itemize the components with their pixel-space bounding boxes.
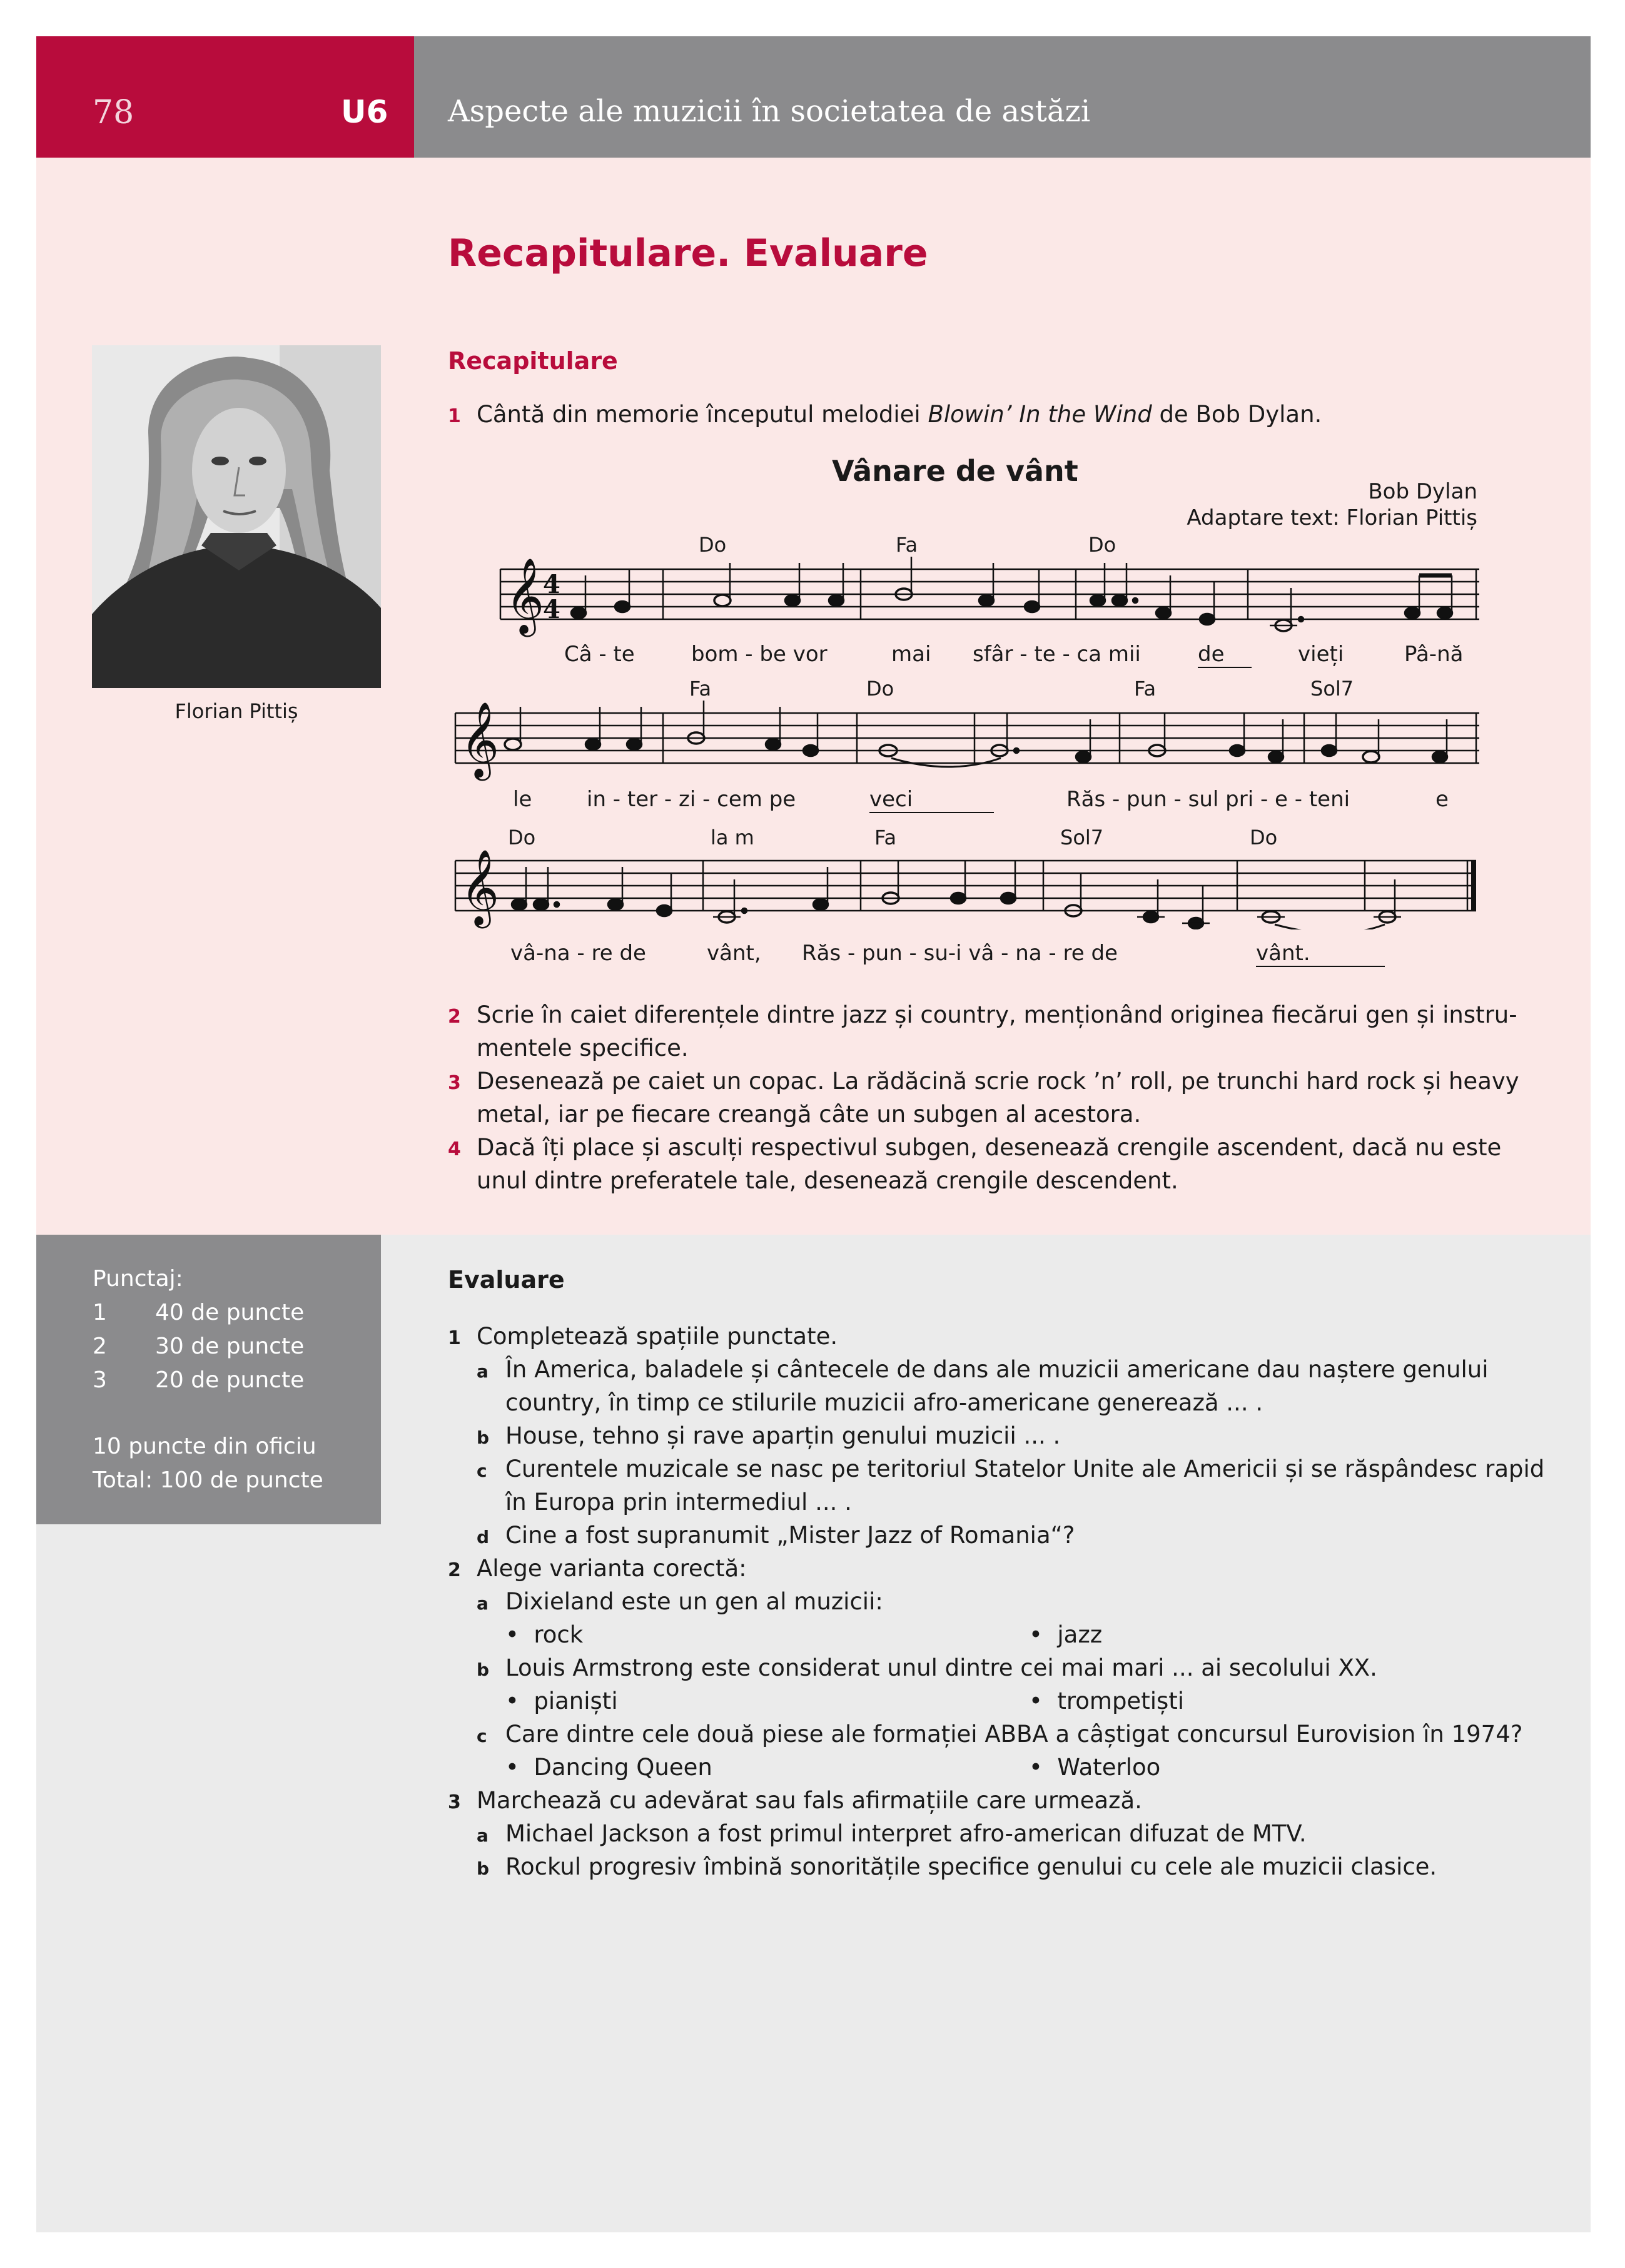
section-title: Recapitulare. Evaluare [448, 231, 928, 275]
eval-q1-c-letter: c [477, 1461, 487, 1481]
evaluation-heading: Evaluare [448, 1266, 565, 1293]
option-waterloo: • Waterloo [1029, 1754, 1161, 1781]
eval-q1-c-line1: Curentele muzicale se nasc pe teritoriul Statelor Unite ale Americii și se răspândesc rapid [505, 1455, 1545, 1482]
recap-q2-number: 2 [448, 1006, 461, 1028]
score-heading: Punctaj: [93, 1266, 183, 1292]
eval-q3-a-letter: a [477, 1825, 489, 1846]
eval-q1-a-letter: a [477, 1361, 489, 1382]
photo-caption: Florian Pittiș [175, 699, 298, 723]
music-staff-3 [450, 848, 1482, 929]
lyric: vâ-na - re de [510, 941, 646, 966]
chord: Fa [874, 826, 897, 849]
chord: Fa [1134, 677, 1157, 701]
chord: Do [508, 826, 536, 849]
score-row-num: 1 [93, 1300, 107, 1325]
chord: Sol7 [1310, 677, 1354, 701]
eval-q2-text: Alege varianta corectă: [477, 1555, 747, 1582]
score-row-points: 30 de puncte [155, 1334, 305, 1359]
recap-q3-line2: metal, iar pe fiecare creangă câte un subgen al acestora. [477, 1101, 1142, 1128]
score-row-points: 20 de puncte [155, 1367, 305, 1393]
eval-q2-b: Louis Armstrong este considerat unul dintre cei mai mari ... ai secolului XX. [505, 1654, 1377, 1681]
eval-q3-text: Marchează cu adevărat sau fals afirmațiile care urmează. [477, 1787, 1142, 1814]
lyric: Răs - pun - sul pri - e - teni [1066, 787, 1350, 812]
lyric: le [513, 787, 532, 812]
recap-q1-text: Cântă din memorie începutul melodiei Blowin’ In the Wind de Bob Dylan. [477, 401, 1322, 428]
recap-q3-number: 3 [448, 1072, 461, 1094]
recap-q4-number: 4 [448, 1138, 461, 1160]
eval-q2-b-letter: b [477, 1659, 490, 1680]
score-total: Total: 100 de puncte [93, 1467, 323, 1493]
page-number: 78 [93, 94, 134, 131]
eval-q2-number: 2 [448, 1559, 461, 1581]
lyric: vânt, [707, 941, 761, 966]
svg-text:4: 4 [543, 595, 560, 624]
option-dancing-queen: • Dancing Queen [505, 1754, 712, 1781]
score-row-num: 3 [93, 1367, 107, 1393]
lyric: e [1435, 787, 1449, 812]
chord: Do [699, 533, 727, 557]
lyric: veci [869, 787, 994, 813]
song-adaptation: Adaptare text: Florian Pittiș [1187, 505, 1477, 530]
music-staff-1 [494, 557, 1482, 638]
song-title: Vânare de vânt [832, 454, 1078, 488]
score-bonus: 10 puncte din oficiu [93, 1434, 316, 1459]
lyric: de [1198, 642, 1252, 668]
lyric: sfâr - te - ca mii [973, 642, 1141, 667]
recap-q2-line2: mentele specifice. [477, 1035, 689, 1061]
svg-text:𝄞: 𝄞 [460, 701, 500, 777]
chord: Fa [896, 533, 918, 557]
eval-q1-a-line1: În America, baladele și cântecele de dans ale muzicii americane dau naștere genului [505, 1356, 1489, 1383]
option-jazz: • jazz [1029, 1621, 1103, 1648]
eval-q1-b: House, tehno și rave aparțin genului muzicii ... . [505, 1422, 1061, 1449]
eval-q3-b: Rockul progresiv îmbină sonoritățile specifice genului cu cele ale muzicii clasice. [505, 1853, 1437, 1880]
lyric: Răs - pun - su-i vâ - na - re de [802, 941, 1118, 966]
lyric: mai [891, 642, 931, 667]
option-trompetisti: • trompetiști [1029, 1688, 1185, 1714]
chord: Do [1088, 533, 1116, 557]
chord: Do [1250, 826, 1278, 849]
recap-q2-line1: Scrie în caiet diferențele dintre jazz și country, menționând originea fiecărui gen și instru- [477, 1001, 1517, 1028]
eval-q3-number: 3 [448, 1791, 461, 1813]
eval-q2-c-letter: c [477, 1726, 487, 1746]
recap-heading: Recapitulare [448, 347, 618, 375]
chord: la m [711, 826, 754, 849]
eval-q2-c: Care dintre cele două piese ale formației ABBA a câștigat concursul Eurovision în 1974? [505, 1721, 1523, 1748]
eval-q1-c-line2: în Europa prin intermediul ... . [505, 1489, 852, 1516]
eval-q1-a-line2: country, în timp ce stilurile muzicii afro-americane generează ... . [505, 1389, 1263, 1416]
lyric: vieți [1298, 642, 1344, 667]
recap-q1-number: 1 [448, 405, 461, 427]
unit-label: U6 [341, 94, 388, 130]
music-staff-2 [450, 701, 1482, 782]
portrait-photo [92, 345, 381, 688]
score-box [36, 1235, 381, 1524]
eval-q1-d-letter: d [477, 1527, 490, 1547]
chord: Sol7 [1060, 826, 1104, 849]
eval-q1-b-letter: b [477, 1427, 490, 1448]
song-author: Bob Dylan [1368, 479, 1477, 504]
eval-q3-a: Michael Jackson a fost primul interpret afro-american difuzat de MTV. [505, 1820, 1307, 1847]
eval-q2-a-letter: a [477, 1593, 489, 1614]
lyric: Pâ-nă [1404, 642, 1464, 667]
chord: Do [866, 677, 894, 701]
eval-q3-b-letter: b [477, 1858, 490, 1879]
recap-q4-line2: unul dintre preferatele tale, desenează crengile descendent. [477, 1167, 1178, 1194]
option-rock: • rock [505, 1621, 584, 1648]
svg-text:𝄞: 𝄞 [460, 849, 500, 925]
chord: Fa [689, 677, 712, 701]
option-pianisti: • pianiști [505, 1688, 618, 1714]
score-row-points: 40 de puncte [155, 1300, 305, 1325]
lyric: bom - be vor [691, 642, 828, 667]
eval-q1-d: Cine a fost supranumit „Mister Jazz of Romania“? [505, 1522, 1075, 1549]
lyric: vânt. [1256, 941, 1385, 967]
svg-text:4: 4 [543, 570, 560, 599]
score-row-num: 2 [93, 1334, 107, 1359]
chapter-title: Aspecte ale muzicii în societatea de astăzi [448, 94, 1091, 129]
svg-text:𝄞: 𝄞 [505, 557, 545, 634]
lyric: in - ter - zi - cem pe [587, 787, 796, 812]
eval-q1-number: 1 [448, 1327, 461, 1349]
eval-q2-a: Dixieland este un gen al muzicii: [505, 1588, 883, 1615]
lyric: Câ - te [564, 642, 635, 667]
recap-q3-line1: Desenează pe caiet un copac. La rădăcină scrie rock ’n’ roll, pe trunchi hard rock și heavy [477, 1068, 1519, 1095]
recap-q4-line1: Dacă îți place și asculți respectivul subgen, desenează crengile ascendent, dacă nu este [477, 1134, 1502, 1161]
eval-q1-text: Completează spațiile punctate. [477, 1323, 838, 1350]
